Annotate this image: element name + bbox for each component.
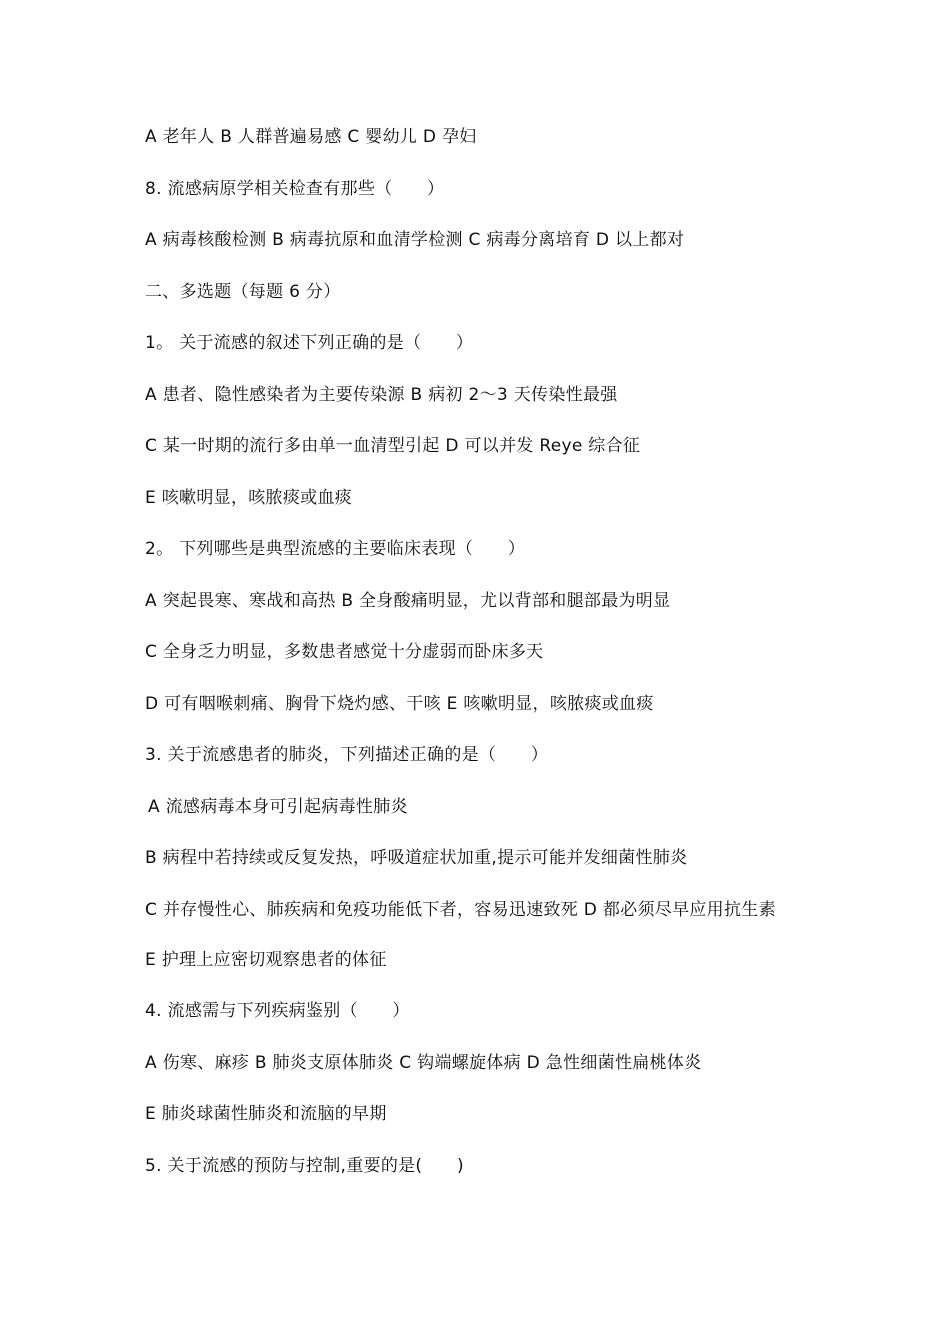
- options-q8: A 病毒核酸检测 B 病毒抗原和血清学检测 C 病毒分离培育 D 以上都对: [145, 230, 685, 250]
- options-q4-e: E 肺炎球菌性肺炎和流脑的早期: [145, 1104, 387, 1124]
- question-1: 1。 关于流感的叙述下列正确的是（ ）: [145, 333, 474, 353]
- question-2: 2。 下列哪些是典型流感的主要临床表现（ ）: [145, 539, 526, 559]
- question-5: 5. 关于流感的预防与控制,重要的是( ): [145, 1155, 464, 1176]
- options-q1-ab: A 患者、隐性感染者为主要传染源 B 病初 2～3 天传染性最强: [145, 384, 618, 405]
- section-heading-multiple-choice: 二、多选题（每题 6 分）: [145, 281, 341, 302]
- options-q1-e: E 咳嗽明显，咳脓痰或血痰: [145, 487, 353, 508]
- options-q3-b: B 病程中若持续或反复发热，呼吸道症状加重,提示可能并发细菌性肺炎: [145, 848, 688, 868]
- options-q2-ab: A 突起畏寒、寒战和高热 B 全身酸痛明显，尤以背部和腿部最为明显: [145, 590, 671, 611]
- question-8: 8. 流感病原学相关检查有那些（ ）: [145, 178, 445, 199]
- options-q2-c: C 全身乏力明显，多数患者感觉十分虚弱而卧床多天: [145, 642, 544, 662]
- document-body: [145, 118, 815, 1198]
- options-q3-cd: C 并存慢性心、肺疾病和免疫功能低下者，容易迅速致死 D 都必须尽早应用抗生素: [145, 899, 776, 920]
- question-4: 4. 流感需与下列疾病鉴别（ ）: [145, 1001, 410, 1021]
- options-q4-abcd: A 伤寒、麻疹 B 肺炎支原体肺炎 C 钩端螺旋体病 D 急性细菌性扁桃体炎: [145, 1052, 702, 1073]
- options-q2-de: D 可有咽喉刺痛、胸骨下烧灼感、干咳 E 咳嗽明显，咳脓痰或血痰: [145, 693, 654, 714]
- question-3: 3. 关于流感患者的肺炎，下列描述正确的是（ ）: [145, 745, 549, 765]
- options-q7: A 老年人 B 人群普遍易感 C 婴幼儿 D 孕妇: [145, 127, 477, 147]
- options-q3-e: E 护理上应密切观察患者的体征: [145, 949, 387, 970]
- options-q3-a: A 流感病毒本身可引起病毒性肺炎: [148, 796, 408, 817]
- options-q1-cd: C 某一时期的流行多由单一血清型引起 D 可以并发 Reye 综合征: [145, 436, 641, 456]
